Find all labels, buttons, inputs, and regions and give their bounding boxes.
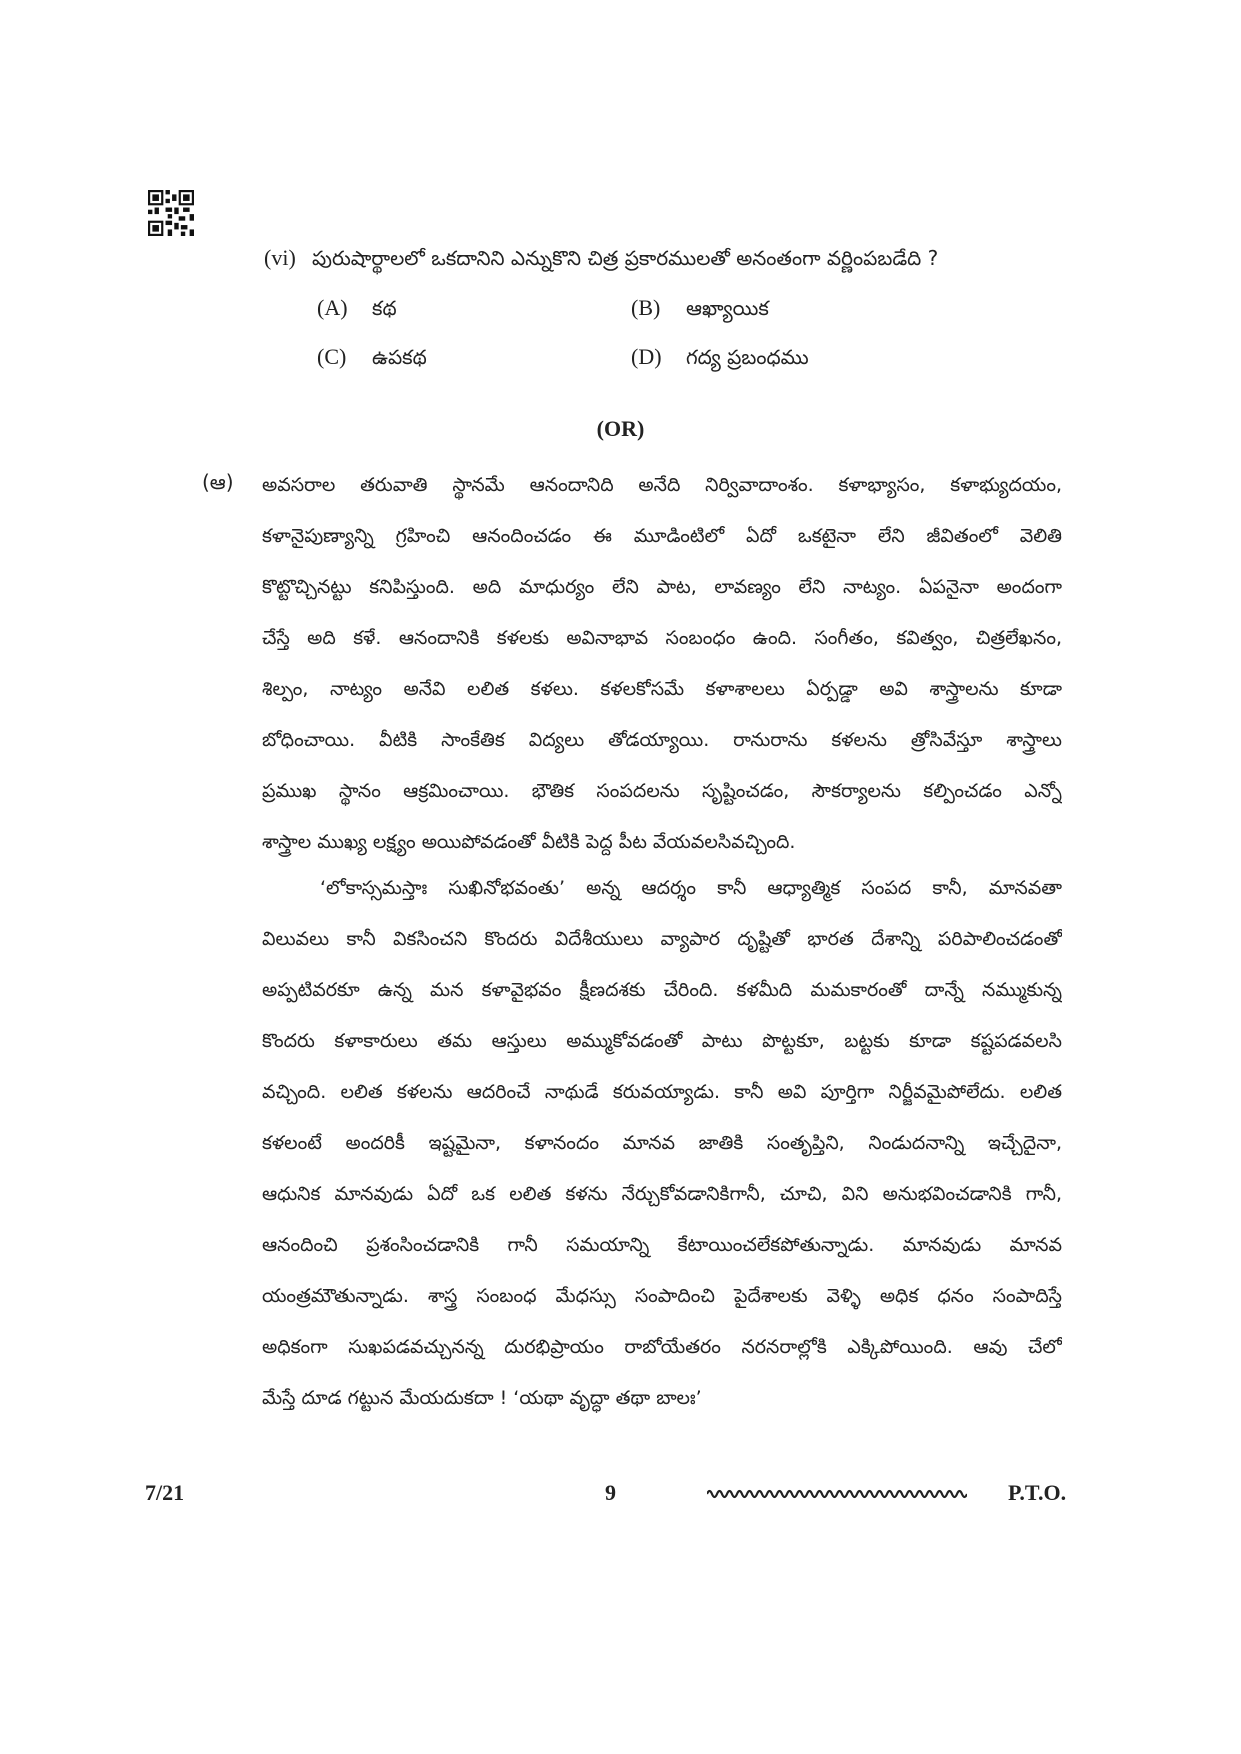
qr-code [148, 190, 194, 236]
passage-line: వచ్చింది. లలిత కళలను ఆదరించే నాథుడే కరువయ్యాడు. కానీ అవి పూర్తిగా నిర్జీవమైపోలేదు. లలిత [262, 1081, 1062, 1103]
option-c [317, 344, 427, 374]
option-key: (A) [317, 295, 348, 320]
passage-line: శిల్పం, నాట్యం అనేవి లలిత కళలు. కళలకోసమే కళాశాలలు ఏర్పడ్డా అవి శాస్త్రాలను కూడా [262, 678, 1062, 700]
passage-line: చేస్తే అది కళే. ఆనందానికి కళలకు అవినాభావ సంబంధం ఉంది. సంగీతం, కవిత్వం, చిత్రలేఖనం, [262, 627, 1062, 649]
option-text: ఆఖ్యాయిక [686, 296, 769, 320]
passage-line: కొందరు కళాకారులు తమ ఆస్తులు అమ్ముకోవడంతో పాటు పొట్టకూ, బట్టకు కూడా కష్టపడవలసి [262, 1030, 1062, 1052]
option-text: ఉపకథ [372, 345, 427, 369]
option-b [631, 295, 769, 325]
question-text: పురుషార్థాలలో ఒకదానిని ఎన్నుకొని చిత్ర ప్రకారములతో అనంతంగా వర్ణింపబడేది ? [312, 246, 939, 270]
passage-line: కొట్టొచ్చినట్టు కనిపిస్తుంది. అది మాధుర్యం లేని పాట, లావణ్యం లేని నాట్యం. ఏపనైనా అందంగా [262, 576, 1062, 598]
option-d [631, 344, 809, 374]
passage-marker: (ఆ) [202, 470, 234, 494]
passage-paragraph-2 [262, 863, 1062, 1424]
pto-label: P.T.O. [1008, 1480, 1067, 1505]
passage-line: కళానైపుణ్యాన్ని గ్రహించి ఆనందించడం ఈ మూడింటిలో ఏదో ఒకటైనా లేని జీవితంలో వెలితి [262, 525, 1062, 547]
passage-line: బోధించాయి. వీటికి సాంకేతిక విద్యలు తోడయ్యాయి. రానురాను కళలను త్రోసివేస్తూ శాస్త్రాలు [262, 729, 1062, 751]
option-key: (D) [631, 344, 662, 369]
passage-line: ‘లోకాస్సమస్తాః సుఖినోభవంతు’ అన్న ఆదర్శం కానీ ఆధ్యాత్మిక సంపద కానీ, మానవతా [320, 877, 1062, 899]
page-number: 9 [605, 1480, 616, 1505]
passage-line: అప్పటివరకూ ఉన్న మన కళావైభవం క్షీణదశకు చేరింది. కళమీది మమకారంతో దాన్నే నమ్ముకున్న [262, 979, 1062, 1001]
passage-line: అధికంగా సుఖపడవచ్చునన్న దురభిప్రాయం రాబోయేతరం నరనరాల్లోకి ఎక్కిపోయింది. ఆవు చేలో [262, 1336, 1062, 1358]
question-number: (vi) [264, 245, 296, 270]
passage-line: ప్రముఖ స్థానం ఆక్రమించాయి. భౌతిక సంపదలను సృష్టించడం, సౌకర్యాలను కల్పించడం ఎన్నో [262, 780, 1062, 802]
passage-line: కళలంటే అందరికీ ఇష్టమైనా, కళానందం మానవ జాతికి సంతృప్తిని, నిండుదనాన్ని ఇచ్చేదైనా, [262, 1132, 1062, 1154]
passage-line: విలువలు కానీ వికసించని కొందరు విదేశీయులు వ్యాపార దృష్టితో భారత దేశాన్ని పరిపాలించడంతో [262, 928, 1062, 950]
question-vi [264, 245, 938, 275]
passage-paragraph-1 [262, 460, 1062, 868]
or-separator: (OR) [596, 416, 645, 441]
wavy-line-decoration [707, 1487, 967, 1501]
option-text: కథ [372, 296, 397, 320]
footer-code: 7/21 [145, 1480, 185, 1505]
passage-line: యంత్రమౌతున్నాడు. శాస్త్ర సంబంధ మేధస్సు సంపాదించి పైదేశాలకు వెళ్ళి అధిక ధనం సంపాదిస్తే [262, 1285, 1062, 1307]
passage-line: శాస్త్రాల ముఖ్య లక్ష్యం అయిపోవడంతో వీటికి పెద్ద పీట వేయవలసివచ్చింది. [262, 831, 796, 853]
passage-line: మేస్తే దూడ గట్టున మేయదుకదా ! ‘యథా వృద్ధా తథా బాలః’ [262, 1387, 702, 1409]
passage-line: ఆధునిక మానవుడు ఏదో ఒక లలిత కళను నేర్చుకోవడానికిగానీ, చూచి, విని అనుభవించడానికి గానీ, [262, 1183, 1062, 1205]
option-text: గద్య ప్రబంధము [686, 345, 809, 369]
option-a [317, 295, 397, 325]
passage-line: అవసరాల తరువాతి స్థానమే ఆనందానిది అనేది నిర్వివాదాంశం. కళాభ్యాసం, కళాభ్యుదయం, [262, 474, 1062, 496]
option-key: (C) [317, 344, 347, 369]
passage-line: ఆనందించి ప్రశంసించడానికి గానీ సమయాన్ని కేటాయించలేకపోతున్నాడు. మానవుడు మానవ [262, 1234, 1062, 1256]
option-key: (B) [631, 295, 661, 320]
